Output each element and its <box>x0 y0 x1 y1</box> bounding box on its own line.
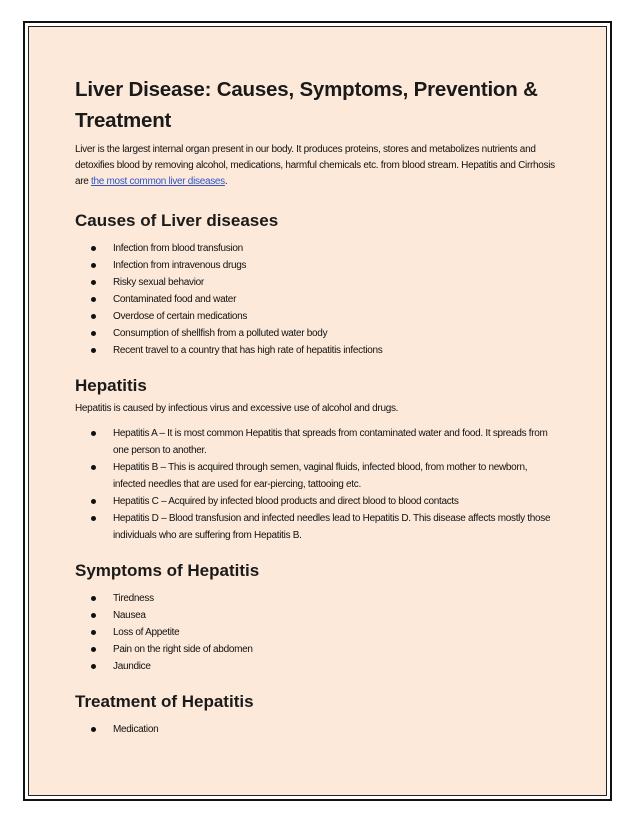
liver-diseases-link[interactable]: the most common liver diseases <box>91 176 225 187</box>
bullet-icon <box>91 613 96 618</box>
treatment-heading: Treatment of Hepatitis <box>75 692 254 711</box>
intro-end: . <box>224 176 228 187</box>
bullet-icon <box>91 297 96 302</box>
bullet-icon <box>91 630 96 635</box>
list-item: Jaundice <box>75 658 555 675</box>
list-item: Infection from blood transfusion <box>75 240 555 257</box>
bullet-icon <box>91 647 96 652</box>
bullet-icon <box>91 246 96 251</box>
list-item: Nausea <box>75 607 555 624</box>
list-item: Consumption of shellfish from a polluted water body <box>75 325 555 342</box>
list-item: Risky sexual behavior <box>75 274 555 291</box>
causes-heading: Causes of Liver diseases <box>75 211 279 230</box>
bullet-icon <box>91 596 96 601</box>
causes-list <box>75 240 555 359</box>
bullet-icon <box>91 516 96 521</box>
list-item: Tiredness <box>75 590 555 607</box>
list-item: Hepatitis C – Acquired by infected blood products and direct blood to blood contacts <box>75 493 555 510</box>
treatment-list <box>75 721 555 738</box>
list-item: Recent travel to a country that has high rate of hepatitis infections <box>75 342 555 359</box>
bullet-icon <box>91 280 96 285</box>
list-item: Pain on the right side of abdomen <box>75 641 555 658</box>
bullet-icon <box>91 727 96 732</box>
hepatitis-paragraph: Hepatitis is caused by infectious virus and excessive use of alcohol and drugs. <box>75 403 399 414</box>
bullet-icon <box>91 664 96 669</box>
symptoms-list <box>75 590 555 675</box>
symptoms-heading: Symptoms of Hepatitis <box>75 561 260 580</box>
list-item: Overdose of certain medications <box>75 308 555 325</box>
bullet-icon <box>91 263 96 268</box>
list-item: Hepatitis B – This is acquired through semen, vaginal fluids, infected blood, from mother to newborn, infected needles that are used for ear-piercing, tattooing etc. <box>75 459 555 493</box>
bullet-icon <box>91 314 96 319</box>
list-item: Loss of Appetite <box>75 624 555 641</box>
list-item: Hepatitis A – It is most common Hepatitis that spreads from contaminated water and food. It spreads from one person to another. <box>75 425 555 459</box>
document-content <box>75 74 555 738</box>
document-title: Liver Disease: Causes, Symptoms, Prevention & Treatment <box>75 78 538 132</box>
intro-paragraph <box>75 142 555 190</box>
hepatitis-list <box>75 425 555 544</box>
bullet-icon <box>91 348 96 353</box>
bullet-icon <box>91 431 96 436</box>
list-item: Hepatitis D – Blood transfusion and infected needles lead to Hepatitis D. This disease affects mostly those individuals who are suffering from Hepatitis B. <box>75 510 555 544</box>
intro-text: Liver is the largest internal organ present in our body. It produces proteins, stores and metabolizes nutrients and detoxifies blood by removing alcohol, medications, harmful chemicals etc. from blood stream. Hepatitis and Cirrhosis are <box>75 144 555 187</box>
list-item: Infection from intravenous drugs <box>75 257 555 274</box>
bullet-icon <box>91 465 96 470</box>
bullet-icon <box>91 499 96 504</box>
list-item: Contaminated food and water <box>75 291 555 308</box>
list-item: Medication <box>75 721 555 738</box>
hepatitis-heading: Hepatitis <box>75 376 147 395</box>
bullet-icon <box>91 331 96 336</box>
